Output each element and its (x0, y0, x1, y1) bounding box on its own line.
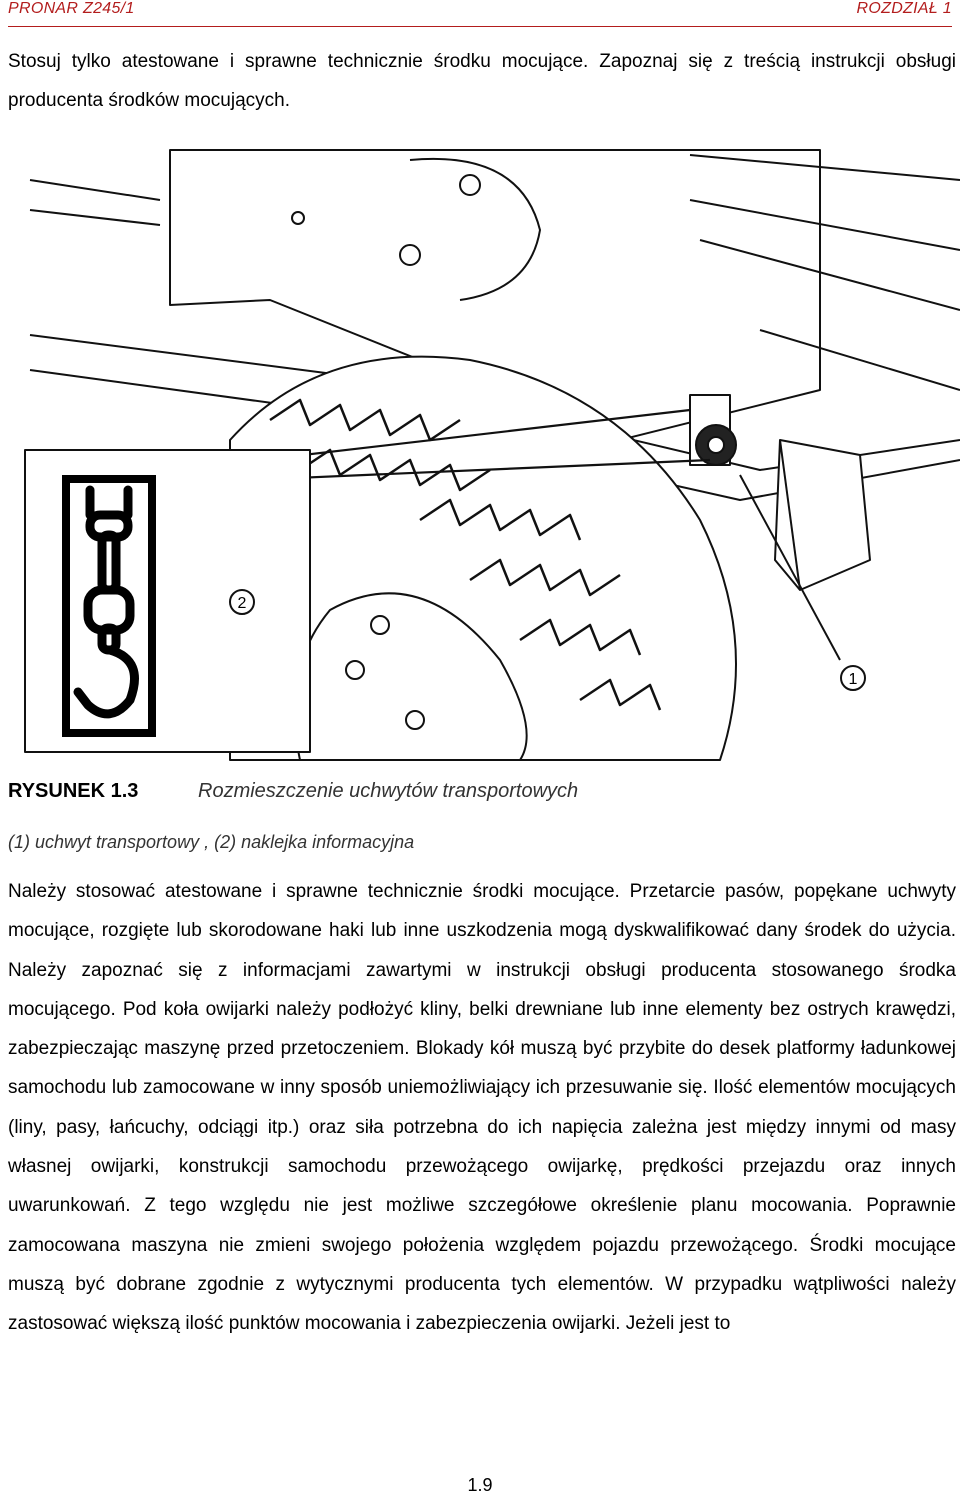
header-rule (8, 26, 952, 27)
figure-legend: (1) uchwyt transportowy , (2) naklejka informacyjna (8, 832, 415, 852)
callout-2-label: 2 (237, 595, 247, 612)
header-chapter: ROZDZIAŁ 1 (856, 0, 952, 17)
page-number: 1.9 (467, 1475, 493, 1495)
body-paragraph: Należy stosować atestowane i sprawne technicznie środki mocujące. Przetarcie pasów, popękane uchwyty mocujące, rozgięte lub skorodowane haki lub inne uszkodzenia mogą dyskwalifikować dany środek do użycia. Należy zapoznać się z informacjami zawartymi w instrukcji obsługi producenta stosowanego środka mocującego. Pod koła owijarki należy podłożyć kliny, belki drewniane lub inne elementy bez ostrych krawędzi, zabezpieczając maszynę przed przetoczeniem. Blokady kół muszą być przybite do desek platformy ładunkowej samochodu lub zamocowane w inny sposób uniemożliwiający ich przesuwanie się. Ilość elementów mocujących (liny, pasy, łańcuchy, odciągi itp.) oraz siła potrzebna do ich napięcia zależna jest między innymi od masy własnej owijarki, konstrukcji samochodu przewożącego owijarkę, prędkości przejazdu oraz innych uwarunkowań. Z tego względu nie jest możliwe szczegółowe określenie planu mocowania. Poprawnie zamocowana maszyna nie zmieni swojego położenia względem pojazdu przewożącego. Środki mocujące muszą być dobrane zgodnie z wytycznymi producenta tych elementów. W przypadku wątpliwości należy zastosować większą ilość punktów mocowania i zabezpieczenia owijarki. Jeżeli jest to (8, 881, 956, 1335)
header-product: PRONAR Z245/1 (8, 0, 135, 17)
knob-icon (400, 245, 420, 265)
figure-illustration (0, 140, 960, 770)
intro-paragraph: Stosuj tylko atestowane i sprawne technicznie środku mocujące. Zapoznaj się z treścią instrukcji obsługi producenta środków mocujących. (8, 51, 956, 112)
knob-icon (460, 175, 480, 195)
callout-1-label: 1 (848, 671, 858, 688)
figure-caption (8, 780, 579, 803)
caption-title: Rozmieszczenie uchwytów transportowych (198, 780, 579, 802)
page-header (8, 0, 952, 24)
caption-number: RYSUNEK 1.3 (8, 780, 139, 802)
